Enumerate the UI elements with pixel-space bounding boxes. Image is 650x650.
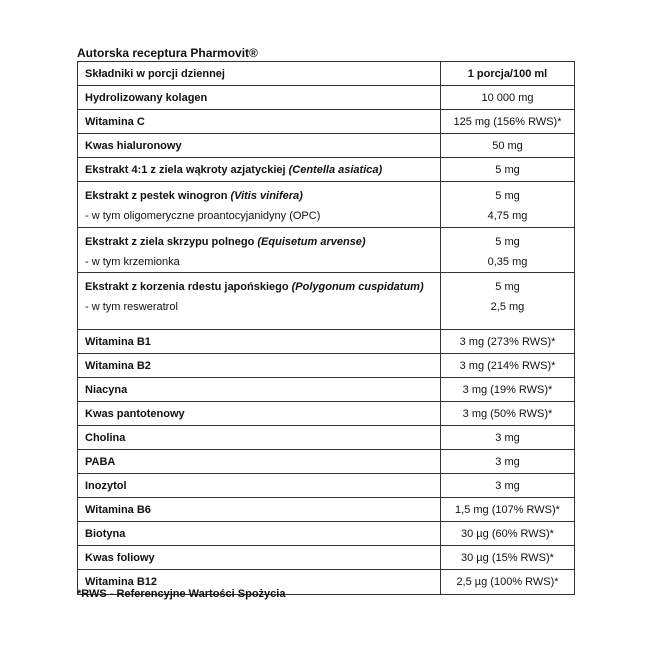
ingredient-name [78, 158, 441, 182]
ingredient-latin-name: (Vitis vinifera) [230, 190, 303, 202]
header-ingredient: Składniki w porcji dziennej [78, 62, 441, 86]
table-row [78, 273, 575, 330]
ingredient-name: Kwas pantotenowy [78, 402, 441, 426]
nutrition-table [77, 61, 575, 595]
table-row [78, 546, 575, 570]
ingredient-name: Inozytol [78, 474, 441, 498]
table-row [78, 228, 575, 273]
table-row [78, 134, 575, 158]
table-row [78, 354, 575, 378]
ingredient-amount: 30 µg (15% RWS)* [441, 546, 575, 570]
ingredient-amount [441, 273, 575, 330]
ingredient-latin-name: (Equisetum arvense) [257, 236, 366, 248]
table-row [78, 498, 575, 522]
ingredient-name [78, 182, 441, 228]
ingredient-amount: 30 µg (60% RWS)* [441, 522, 575, 546]
ingredient-subcomponent: - w tym oligomeryczne proantocyjanidyny (OPC) [85, 210, 321, 222]
ingredient-name: Cholina [78, 426, 441, 450]
ingredient-name: Niacyna [78, 378, 441, 402]
ingredient-amount: 3 mg [441, 450, 575, 474]
ingredient-amount: 3 mg [441, 474, 575, 498]
table-row [78, 522, 575, 546]
ingredient-amount: 3 mg [441, 426, 575, 450]
table-header-row [78, 62, 575, 86]
ingredient-amount: 10 000 mg [441, 86, 575, 110]
ingredient-amount-main: 5 mg [495, 190, 520, 202]
ingredient-name: PABA [78, 450, 441, 474]
ingredient-amount: 5 mg [441, 158, 575, 182]
ingredient-amount-sub: 4,75 mg [487, 210, 528, 222]
ingredient-name: Witamina B12 [78, 570, 441, 595]
table-row [78, 86, 575, 110]
ingredient-name: Biotyna [78, 522, 441, 546]
ingredient-name: Witamina B1 [78, 330, 441, 354]
ingredient-amount: 3 mg (50% RWS)* [441, 402, 575, 426]
ingredient-name [78, 273, 441, 330]
ingredient-amount-sub: 0,35 mg [487, 256, 528, 268]
ingredient-name-text: Ekstrakt z pestek winogron [85, 190, 231, 202]
ingredient-name: Kwas hialuronowy [78, 134, 441, 158]
ingredient-amount: 3 mg (19% RWS)* [441, 378, 575, 402]
table-row [78, 426, 575, 450]
ingredient-amount: 2,5 µg (100% RWS)* [441, 570, 575, 595]
table-row [78, 330, 575, 354]
table-row [78, 182, 575, 228]
ingredient-subcomponent: - w tym krzemionka [85, 256, 180, 268]
ingredient-subcomponent: - w tym resweratrol [85, 301, 178, 313]
ingredient-amount: 1,5 mg (107% RWS)* [441, 498, 575, 522]
header-portion: 1 porcja/100 ml [441, 62, 575, 86]
ingredient-name: Witamina C [78, 110, 441, 134]
ingredient-name-text: Ekstrakt z ziela skrzypu polnego [85, 236, 258, 248]
ingredient-amount: 50 mg [441, 134, 575, 158]
ingredient-latin-name: (Centella asiatica) [288, 163, 383, 176]
table-row [78, 474, 575, 498]
ingredient-name: Hydrolizowany kolagen [78, 86, 441, 110]
table-row [78, 378, 575, 402]
ingredient-name-text: Ekstrakt 4:1 z ziela wąkroty azjatyckiej [85, 163, 289, 176]
ingredient-amount [441, 228, 575, 273]
ingredient-latin-name: (Polygonum cuspidatum) [291, 281, 424, 293]
ingredient-name: Kwas foliowy [78, 546, 441, 570]
page-title: Autorska receptura Pharmovit® [77, 46, 258, 60]
ingredient-amount: 125 mg (156% RWS)* [441, 110, 575, 134]
ingredient-name-text: Ekstrakt z korzenia rdestu japońskiego [85, 281, 292, 293]
ingredient-name [78, 228, 441, 273]
footnote: *RWS - Referencyjne Wartości Spożycia [77, 588, 286, 600]
ingredient-amount-main: 5 mg [495, 281, 520, 293]
table-row [78, 402, 575, 426]
table-row [78, 450, 575, 474]
ingredient-amount: 3 mg (214% RWS)* [441, 354, 575, 378]
ingredient-amount: 3 mg (273% RWS)* [441, 330, 575, 354]
ingredient-amount [441, 182, 575, 228]
table-row [78, 158, 575, 182]
ingredient-name: Witamina B2 [78, 354, 441, 378]
ingredient-amount-main: 5 mg [495, 236, 520, 248]
table-row [78, 110, 575, 134]
ingredient-amount-sub: 2,5 mg [490, 301, 525, 313]
ingredient-name: Witamina B6 [78, 498, 441, 522]
